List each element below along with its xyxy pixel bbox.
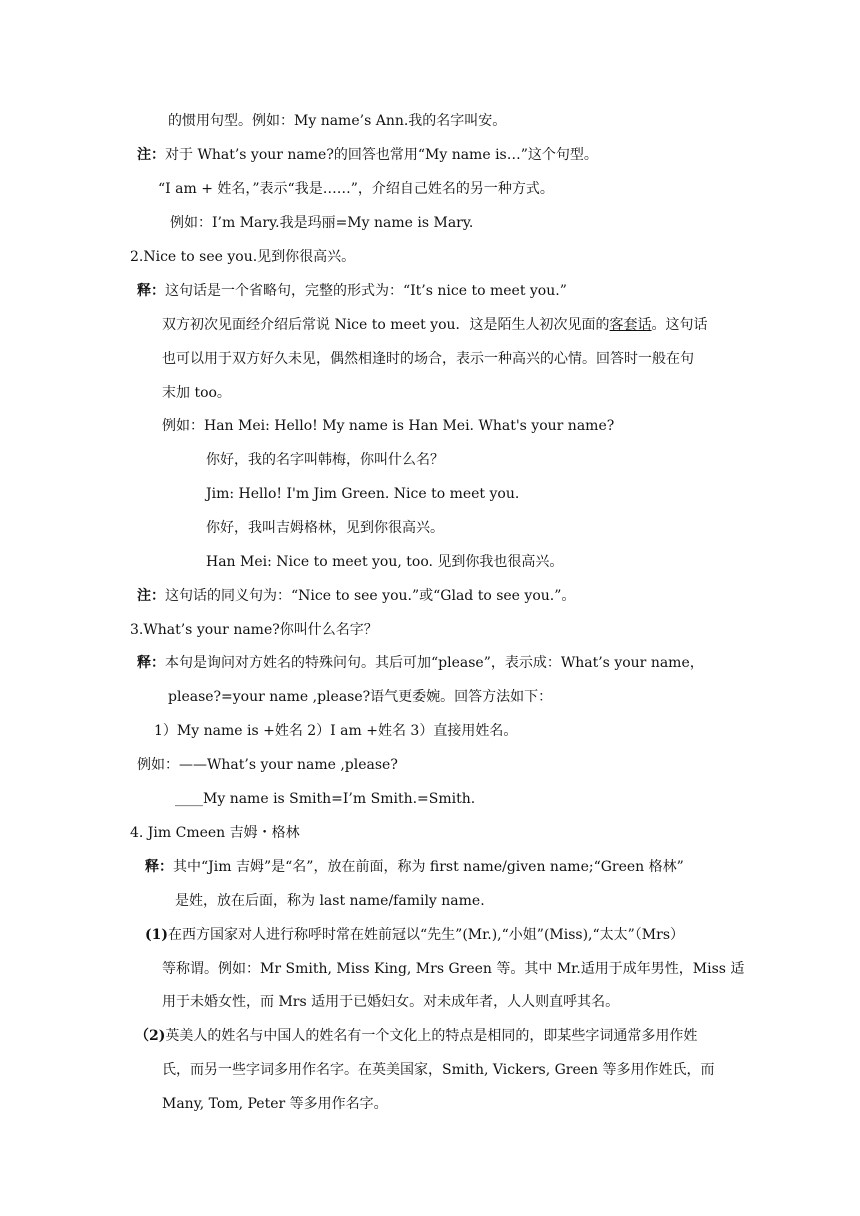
section-heading: 2.Nice to see you.见到你很高兴。 — [130, 249, 356, 265]
text-line: 等称谓。例如：Mr Smith, Miss King, Mrs Green 等。其中 Mr.适用于成年男性，Miss 适 — [162, 961, 745, 977]
example-line: ____My name is Smith=I’m Smith.=Smith. — [175, 791, 476, 807]
text-line: 也可以用于双方好久未见，偶然相逢时的场合，表示一种高兴的心情。回答时一般在句 — [162, 351, 694, 367]
text-line — [162, 315, 708, 335]
text-line: 氏，而另一些字词多用作名字。在英美国家，Smith, Vickers, Green 等多用作姓氏，而 — [162, 1062, 715, 1078]
example-line: 你好，我的名字叫韩梅，你叫什么名？ — [206, 452, 444, 468]
explanation-line — [137, 653, 704, 673]
explanation-text: 这句话是一个省略句，完整的形式为：“It’s nice to meet you.” — [165, 283, 567, 299]
numbered-point — [135, 1026, 697, 1046]
note-line — [137, 145, 598, 165]
point-number: （2) — [135, 1028, 166, 1044]
text-line: 的惯用句型。例如：My name’s Ann.我的名字叫安。 — [168, 113, 507, 129]
explanation-text: 本句是询问对方姓名的特殊问句。其后可加“please”，表示成：What’s your name， — [165, 655, 704, 671]
note-label: 注： — [137, 147, 165, 163]
explanation-text: 其中“Jim 吉姆”是“名”，放在前面，称为 first name/given name;“Green 格林” — [173, 859, 684, 875]
text-line: 是姓，放在后面，称为 last name/family name. — [175, 893, 485, 909]
text-line: “I am + 姓名，”表示“我是……”，介绍自己姓名的另一种方式。 — [158, 181, 554, 197]
note-text: 对于 What’s your name?的回答也常用“My name is…”这个句型。 — [165, 147, 598, 163]
underlined-term: 客套话 — [609, 317, 652, 333]
example-line: 例如：Han Mei: Hello! My name is Han Mei. What's your name? — [162, 418, 615, 434]
text-line: Many, Tom, Peter 等多用作名字。 — [162, 1096, 388, 1112]
explanation-label: 释： — [137, 655, 165, 671]
explanation-label: 释： — [137, 283, 165, 299]
section-heading: 3.What’s your name?你叫什么名字？ — [130, 622, 378, 638]
text-line: 用于未婚女性，而 Mrs 适用于已婚妇女。对未成年者，人人则直呼其名。 — [162, 994, 620, 1010]
example-line: Han Mei: Nice to meet you, too. 见到你我也很高兴。 — [206, 554, 564, 570]
explanation-label: 释： — [145, 859, 173, 875]
point-text: 在西方国家对人进行称呼时常在姓前冠以“先生”(Mr.),“小姐”(Miss),“太太”（Mrs） — [168, 927, 685, 943]
point-number: (1) — [145, 927, 168, 943]
explanation-line — [145, 857, 684, 877]
example-line: 例如：——What’s your name ,please? — [137, 757, 398, 773]
example-line: Jim: Hello! I'm Jim Green. Nice to meet you. — [206, 486, 520, 502]
note-line — [137, 586, 575, 606]
text-line: 末加 too。 — [162, 385, 231, 401]
answer-options: 1）My name is +姓名 2）I am +姓名 3）直接用姓名。 — [154, 723, 518, 739]
text-line: please?=your name ,please?语气更委婉。回答方法如下： — [168, 689, 553, 705]
example-line: 你好，我叫吉姆格林，见到你很高兴。 — [206, 520, 444, 536]
example-line: 例如：I’m Mary.我是玛丽=My name is Mary. — [170, 215, 474, 231]
note-text: 这句话的同义句为：“Nice to see you.”或“Glad to see you.”。 — [165, 588, 576, 604]
section-heading: 4. Jim Cmeen 吉姆・格林 — [130, 825, 300, 841]
numbered-point — [145, 925, 684, 945]
text-segment: 。这句话 — [651, 317, 708, 333]
note-label: 注： — [137, 588, 165, 604]
text-segment: 双方初次见面经介绍后常说 Nice to meet you．这是陌生人初次见面的 — [162, 317, 610, 333]
explanation-line — [137, 281, 567, 301]
point-text: 英美人的姓名与中国人的姓名有一个文化上的特点是相同的，即某些字词通常多用作姓 — [165, 1028, 698, 1044]
